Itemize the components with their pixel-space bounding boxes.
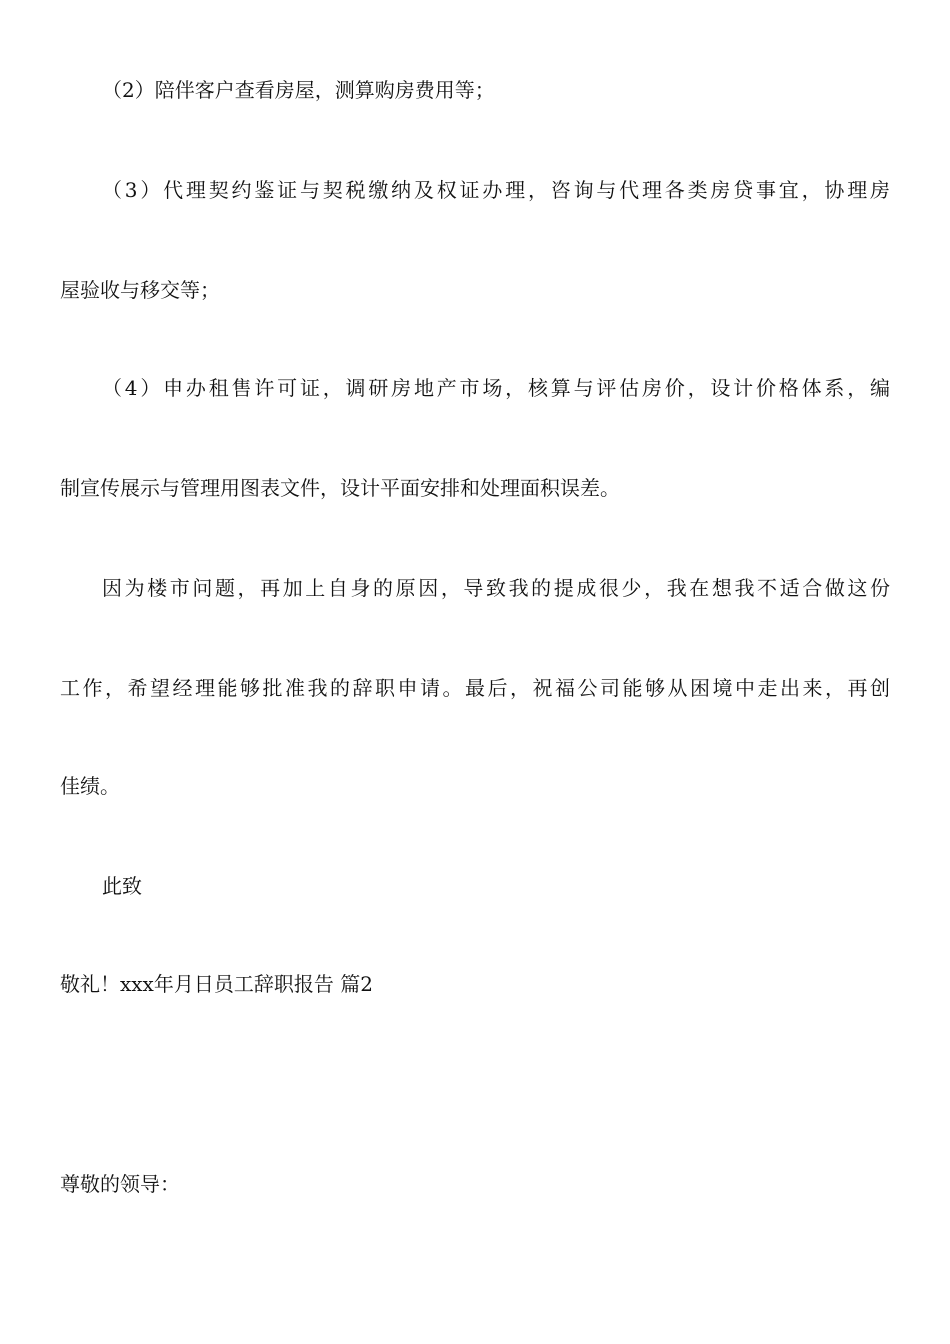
closing-greeting: 此致 xyxy=(102,874,142,898)
paragraph-line-reason-end: 佳绩。 xyxy=(60,774,120,798)
paragraph-line-reason-start: 因为楼市问题，再加上自身的原因，导致我的提成很少，我在想我不适合做这份 xyxy=(102,576,890,600)
paragraph-line-item3-end: 屋验收与移交等； xyxy=(60,278,220,302)
closing-salute-and-title: 敬礼！xxx年月日员工辞职报告 篇2 xyxy=(60,972,373,996)
salutation: 尊敬的领导： xyxy=(60,1172,180,1196)
paragraph-line-reason-middle: 工作，希望经理能够批准我的辞职申请。最后，祝福公司能够从困境中走出来，再创 xyxy=(60,676,890,700)
paragraph-line-item3-start: （3）代理契约鉴证与契税缴纳及权证办理，咨询与代理各类房贷事宜，协理房 xyxy=(102,178,890,202)
paragraph-line-item4-start: （4）申办租售许可证，调研房地产市场，核算与评估房价，设计价格体系，编 xyxy=(102,376,890,400)
paragraph-line-item2: （2）陪伴客户查看房屋，测算购房费用等； xyxy=(102,78,495,102)
paragraph-line-item4-end: 制宣传展示与管理用图表文件，设计平面安排和处理面积误差。 xyxy=(60,476,620,500)
